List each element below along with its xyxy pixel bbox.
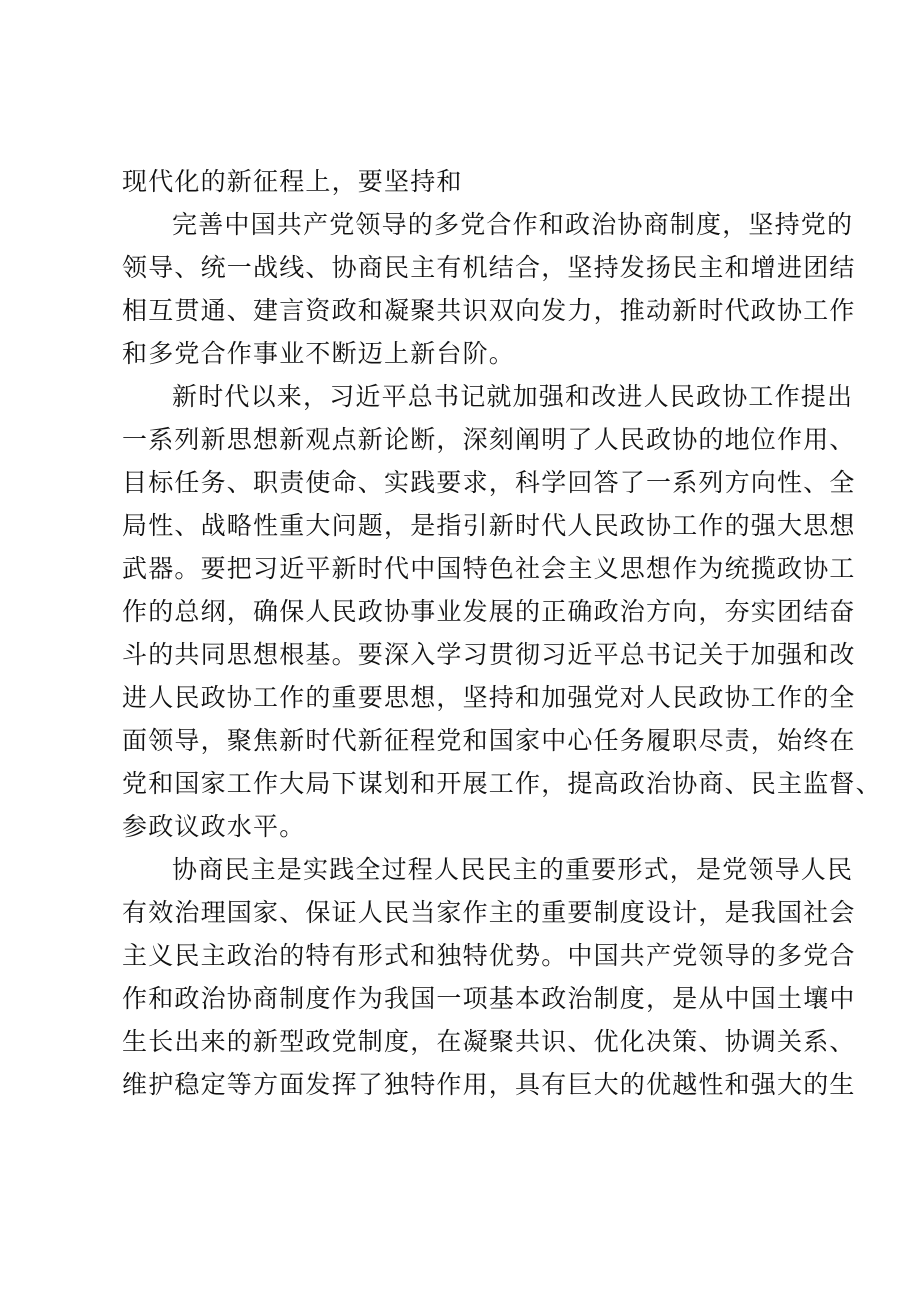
paragraph-2-line-10: 参政议政水平。 [122, 812, 306, 841]
paragraph-3-line-4: 生长出来的新型政党制度，在凝聚共识、优化决策、协调关系、 [122, 1027, 856, 1056]
paragraph-2-line-4: 武器。要把习近平新时代中国特色社会主义思想作为统揽政协工 [122, 554, 856, 583]
paragraph-2-line-0: 新时代以来，习近平总书记就加强和改进人民政协工作提出 [172, 382, 854, 411]
paragraph-2-line-9: 党和国家工作大局下谋划和开展工作，提高政治协商、民主监督、 [122, 769, 882, 798]
paragraph-3-line-3: 作和政治协商制度作为我国一项基本政治制度，是从中国土壤中 [122, 984, 856, 1013]
paragraph-1-line-2: 相互贯通、建言资政和凝聚共识双向发力，推动新时代政协工作 [122, 296, 856, 325]
paragraph-2-line-2: 目标任务、职责使命、实践要求，科学回答了一系列方向性、全 [122, 468, 856, 497]
paragraph-2-line-1: 一系列新思想新观点新论断，深刻阐明了人民政协的地位作用、 [122, 425, 856, 454]
paragraph-1-line-0: 完善中国共产党领导的多党合作和政治协商制度，坚持党的 [172, 210, 854, 239]
paragraph-1-line-1: 领导、统一战线、协商民主有机结合，坚持发扬民主和增进团结 [122, 253, 856, 282]
paragraph-0-line-0: 现代化的新征程上，要坚持和 [122, 167, 463, 196]
paragraph-2-line-7: 进人民政协工作的重要思想，坚持和加强党对人民政协工作的全 [122, 683, 856, 712]
paragraph-2-line-8: 面领导，聚焦新时代新征程党和国家中心任务履职尽责，始终在 [122, 726, 856, 755]
paragraph-1-line-3: 和多党合作事业不断迈上新台阶。 [122, 339, 516, 368]
paragraph-2-line-5: 作的总纲，确保人民政协事业发展的正确政治方向，夯实团结奋 [122, 597, 856, 626]
paragraph-3-line-2: 主义民主政治的特有形式和独特优势。中国共产党领导的多党合 [122, 941, 856, 970]
paragraph-2-line-6: 斗的共同思想根基。要深入学习贯彻习近平总书记关于加强和改 [122, 640, 856, 669]
paragraph-3-line-5: 维护稳定等方面发挥了独特作用，具有巨大的优越性和强大的生 [122, 1070, 856, 1099]
document-body [122, 160, 882, 1106]
paragraph-3-line-1: 有效治理国家、保证人民当家作主的重要制度设计，是我国社会 [122, 898, 856, 927]
paragraph-2-line-3: 局性、战略性重大问题，是指引新时代人民政协工作的强大思想 [122, 511, 856, 540]
paragraph-3-line-0: 协商民主是实践全过程人民民主的重要形式，是党领导人民 [172, 855, 854, 884]
